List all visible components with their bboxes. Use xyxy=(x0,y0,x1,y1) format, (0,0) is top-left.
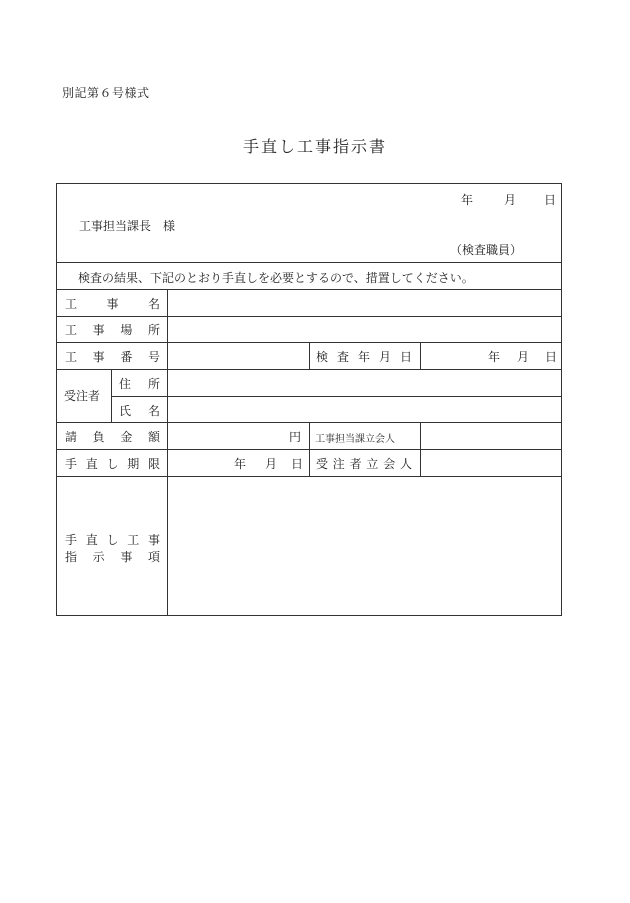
divider xyxy=(57,369,561,370)
divider xyxy=(167,289,168,615)
label-text: 負 xyxy=(92,430,105,444)
label-text: 直 xyxy=(85,533,98,547)
label-text: 受 xyxy=(316,457,329,471)
label-text: 工 xyxy=(65,323,78,337)
issue-date-day: 日 xyxy=(544,193,557,207)
label-contractor: 受注者 xyxy=(64,389,101,403)
label-text: 会 xyxy=(383,457,396,471)
label-text: 注 xyxy=(332,457,345,471)
deadline-year: 年 xyxy=(234,457,247,471)
label-text: 場 xyxy=(120,323,133,337)
label-text: 項 xyxy=(147,550,160,564)
issue-date-year: 年 xyxy=(461,193,474,207)
label-text: 示 xyxy=(92,550,105,564)
label-text: 検 xyxy=(316,350,329,364)
label-text: 工 xyxy=(127,533,140,547)
inspection-date-value xyxy=(420,348,561,364)
divider xyxy=(57,289,561,290)
label-address xyxy=(119,375,160,392)
label-text: 工 xyxy=(65,350,78,364)
label-text: 立 xyxy=(366,457,379,471)
inspection-day: 日 xyxy=(545,350,558,364)
label-text: 事 xyxy=(120,550,133,564)
yen-unit: 円 xyxy=(288,430,301,444)
deadline-day: 日 xyxy=(291,457,304,471)
label-inspection-date xyxy=(316,348,412,365)
label-text: 名 xyxy=(147,297,160,311)
label-text: し xyxy=(106,457,119,471)
divider xyxy=(57,316,561,317)
label-text: 額 xyxy=(147,430,160,444)
inspection-year: 年 xyxy=(488,350,501,364)
label-text: 番 xyxy=(120,350,133,364)
instruction-form xyxy=(56,183,562,616)
label-text: 請 xyxy=(65,430,78,444)
label-text: 事 xyxy=(92,350,105,364)
label-text: 工 xyxy=(65,297,78,311)
deadline-date-value xyxy=(167,455,309,471)
label-contractor-witness xyxy=(316,455,412,472)
issue-date-month: 月 xyxy=(504,193,517,207)
label-text: 号 xyxy=(147,350,160,364)
divider xyxy=(420,422,421,476)
label-text: 査 xyxy=(336,350,349,364)
label-text: 手 xyxy=(65,457,78,471)
divider xyxy=(309,422,310,476)
label-text: 事 xyxy=(106,297,119,311)
inspector-label: （検査職員） xyxy=(450,243,523,257)
label-name xyxy=(119,402,160,419)
label-text: 直 xyxy=(85,457,98,471)
label-text: 指 xyxy=(65,550,78,564)
divider xyxy=(57,476,561,477)
label-text: 人 xyxy=(399,457,412,471)
label-dept-witness: 工事担当課立会人 xyxy=(315,434,395,445)
inspection-month: 月 xyxy=(517,350,530,364)
label-project-name xyxy=(65,295,160,312)
label-text: 事 xyxy=(147,533,160,547)
label-project-site xyxy=(65,321,160,338)
label-text: 事 xyxy=(92,323,105,337)
label-text: 日 xyxy=(399,350,412,364)
label-text: 所 xyxy=(147,377,160,391)
label-text: 住 xyxy=(119,377,132,391)
label-text: 限 xyxy=(147,457,160,471)
divider xyxy=(111,396,561,397)
label-text: 手 xyxy=(65,533,78,547)
label-text: 年 xyxy=(357,350,370,364)
label-instructions-line2 xyxy=(65,548,160,565)
label-text: 期 xyxy=(127,457,140,471)
label-text: 者 xyxy=(349,457,362,471)
label-text: 氏 xyxy=(119,404,132,418)
label-text: し xyxy=(106,533,119,547)
label-instructions-line1 xyxy=(65,531,160,548)
label-text: 所 xyxy=(147,323,160,337)
label-text: 名 xyxy=(147,404,160,418)
divider xyxy=(111,369,112,422)
divider xyxy=(57,262,561,263)
label-text: 月 xyxy=(378,350,391,364)
divider xyxy=(309,342,310,369)
issue-date xyxy=(57,191,563,207)
instruction-text: 検査の結果、下記のとおり手直しを必要とするので、措置してください。 xyxy=(78,271,474,285)
label-repair-deadline xyxy=(65,455,160,472)
deadline-month: 月 xyxy=(265,457,278,471)
form-number: 別記第６号様式 xyxy=(62,86,150,100)
label-project-number xyxy=(65,348,160,365)
label-contract-amount xyxy=(65,428,160,445)
addressee: 工事担当課長 様 xyxy=(79,219,176,233)
label-text: 金 xyxy=(120,430,133,444)
document-title: 手直し工事指示書 xyxy=(242,137,387,156)
